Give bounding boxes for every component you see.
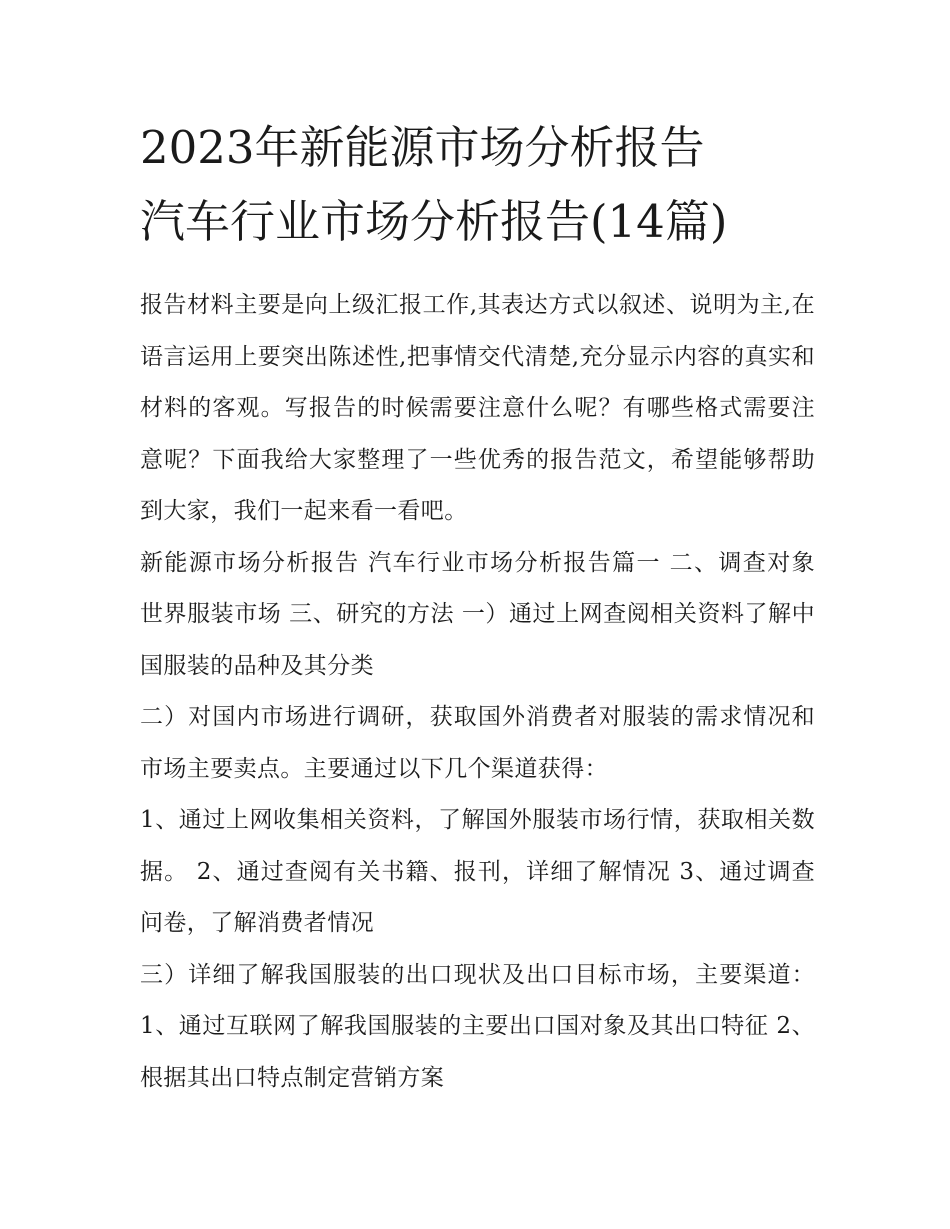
paragraph-domestic-research: 二）对国内市场进行调研，获取国外消费者对服装的需求情况和市场主要卖点。主要通过以下几个渠道获得：	[140, 704, 815, 782]
document-title-line-2: 汽车行业市场分析报告(14篇)	[140, 195, 728, 248]
paragraph-intro: 报告材料主要是向上级汇报工作,其表达方式以叙述、说明为主,在语言运用上要突出陈述性,把事情交代清楚,充分显示内容的真实和材料的客观。写报告的时候需要注意什么呢？有哪些格式需要注意呢？下面我给大家整理了一些优秀的报告范文，希望能够帮助到大家，我们一起来看一看吧。	[140, 292, 815, 524]
paragraph-channels: 1、通过上网收集相关资料，了解国外服装市场行情，获取相关数据。 2、通过查阅有关书籍、报刊，详细了解情况 3、通过调查问卷，了解消费者情况	[140, 807, 815, 936]
document-title-line-1: 2023年新能源市场分析报告	[140, 121, 705, 174]
paragraph-export-status: 三）详细了解我国服装的出口现状及出口目标市场，主要渠道： 1、通过互联网了解我国服装的主要出口国对象及其出口特征 2、根据其出口特点制定营销方案	[140, 961, 815, 1091]
paragraph-survey-object: 新能源市场分析报告 汽车行业市场分析报告篇一 二、调查对象 世界服装市场 三、研究的方法 一）通过上网查阅相关资料了解中国服装的品种及其分类	[140, 549, 815, 679]
document-body	[140, 280, 815, 1104]
